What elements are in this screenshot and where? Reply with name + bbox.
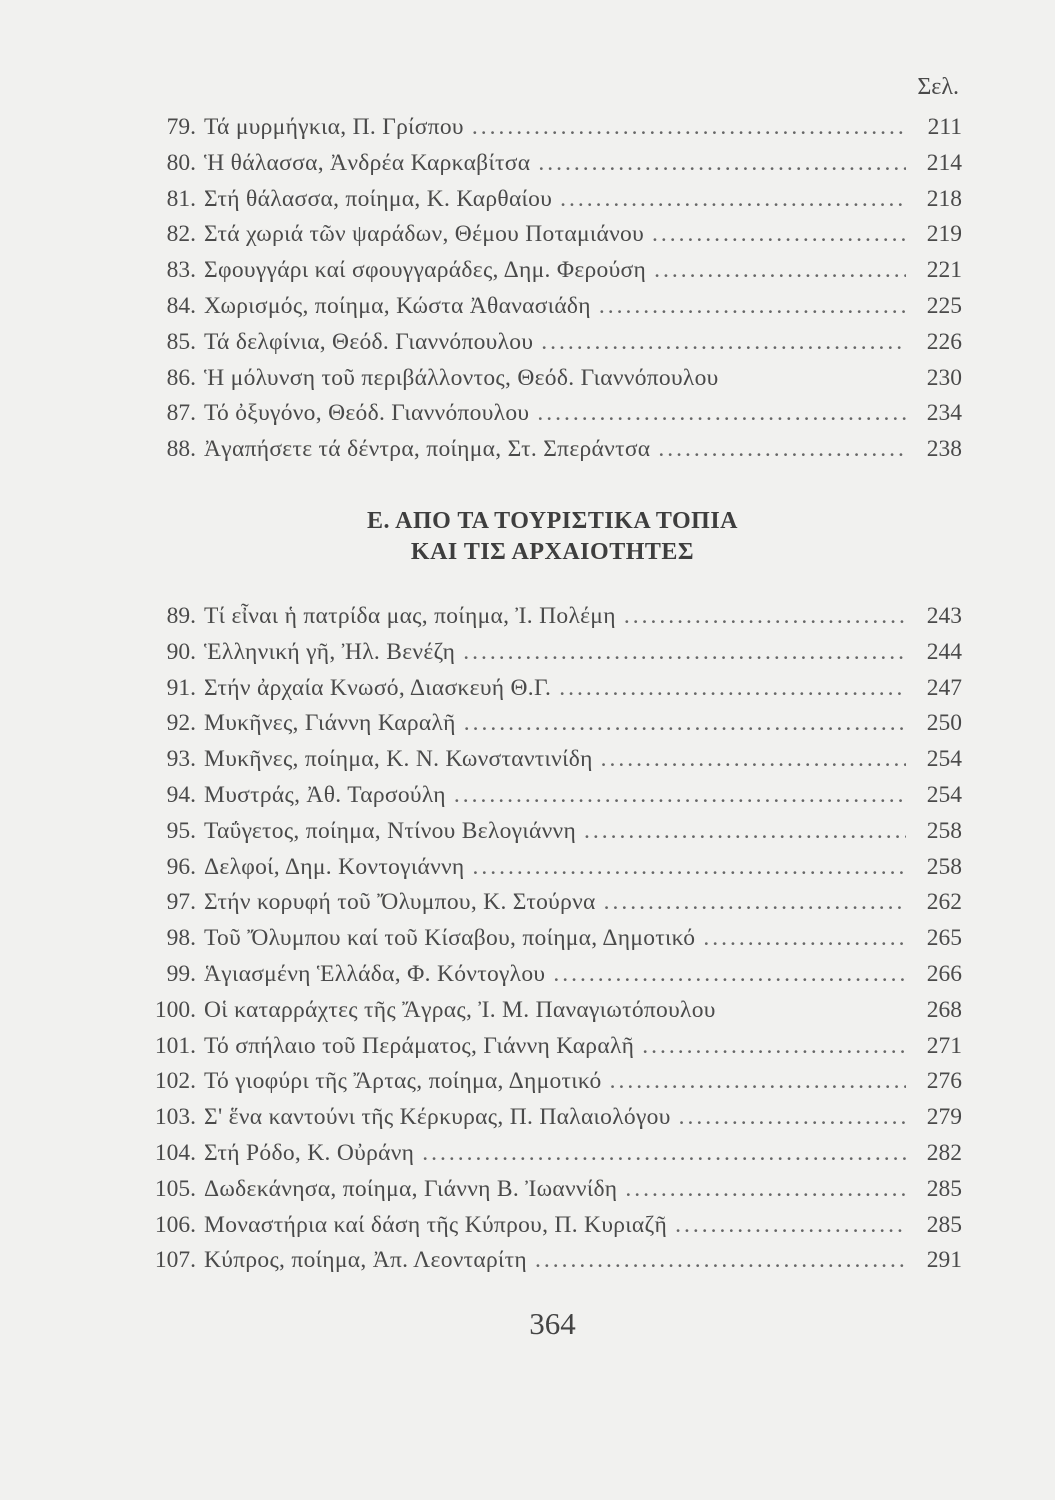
entry-title: Στήν κορυφή τοῦ Ὄλυμπου, Κ. Στούρνα xyxy=(204,889,596,916)
entry-page: 258 xyxy=(926,853,962,880)
dot-leader xyxy=(464,710,906,737)
entry-title: Ἡ θάλασσα, Ἀνδρέα Καρκαβίτσα xyxy=(204,149,531,176)
entry-number: 107. xyxy=(154,1247,196,1274)
entry-title: Τό σπήλαιο τοῦ Περάματος, Γιάννη Καραλῆ xyxy=(204,1032,635,1059)
toc-entry xyxy=(120,1033,962,1069)
entry-number: 96. xyxy=(166,853,196,880)
entry-number: 101. xyxy=(154,1032,196,1059)
entry-number: 93. xyxy=(166,746,196,773)
toc-entry xyxy=(120,854,962,890)
entry-page: 247 xyxy=(926,674,962,701)
dot-leader xyxy=(654,257,906,284)
toc-entry xyxy=(120,1212,962,1248)
entry-number: 88. xyxy=(166,436,196,463)
entry-page: 268 xyxy=(926,996,962,1023)
entry-title: Οἱ καταρράχτες τῆς Ἄγρας, Ἰ. Μ. Παναγιωτόπουλου xyxy=(204,996,716,1023)
entry-number: 98. xyxy=(166,925,196,952)
toc-entry xyxy=(120,818,962,854)
entry-title: Ἀγαπήσετε τά δέντρα, ποίημα, Στ. Σπεράντσα xyxy=(204,436,651,463)
entry-page: 262 xyxy=(926,889,962,916)
dot-leader xyxy=(463,639,906,666)
page-column-label: Σελ. xyxy=(917,74,959,100)
entry-title: Σ' ἕνα καντούνι τῆς Κέρκυρας, Π. Παλαιολόγου xyxy=(204,1104,671,1131)
entry-number: 100. xyxy=(154,996,196,1023)
entry-page: 271 xyxy=(926,1032,962,1059)
dot-leader xyxy=(599,293,906,320)
toc-entry xyxy=(120,639,962,675)
toc-entry xyxy=(120,114,962,150)
entry-title: Μυκῆνες, Γιάννη Καραλῆ xyxy=(204,710,456,737)
entry-number: 95. xyxy=(166,817,196,844)
entry-number: 92. xyxy=(166,710,196,737)
entry-page: 218 xyxy=(926,185,962,212)
toc-entry xyxy=(120,365,962,401)
toc-entry xyxy=(120,889,962,925)
entry-title: Κύπρος, ποίημα, Ἀπ. Λεονταρίτη xyxy=(204,1247,528,1274)
entry-title: Τά μυρμήγκια, Π. Γρίσπου xyxy=(204,114,464,140)
entry-title: Στά χωριά τῶν ψαράδων, Θέμου Ποταμιάνου xyxy=(204,221,645,248)
toc-entry xyxy=(120,746,962,782)
entry-title: Χωρισμός, ποίημα, Κώστα Ἀθανασιάδη xyxy=(204,292,591,319)
entry-number: 84. xyxy=(166,292,196,319)
entry-page: 244 xyxy=(926,638,962,665)
entry-number: 91. xyxy=(166,674,196,701)
entry-title: Δωδεκάνησα, ποίημα, Γιάννη Β. Ἰωαννίδη xyxy=(204,1175,618,1202)
entry-number: 87. xyxy=(166,400,196,427)
entry-title: Τά δελφίνια, Θεόδ. Γιαννόπουλου xyxy=(204,328,534,355)
dot-leader xyxy=(472,114,906,141)
entry-number: 94. xyxy=(166,781,196,808)
toc-entry xyxy=(120,436,962,472)
entry-page: 219 xyxy=(926,221,962,248)
entry-title: Τό ὀξυγόνο, Θεόδ. Γιαννόπουλου xyxy=(204,400,530,427)
toc-entry xyxy=(120,782,962,818)
dot-leader xyxy=(610,1068,906,1095)
entry-page: 243 xyxy=(926,603,962,629)
entry-page: 211 xyxy=(927,114,962,140)
section-heading-line1: Ε. ΑΠΟ ΤΑ ΤΟΥΡΙΣΤΙΚΑ ΤΟΠΙΑ xyxy=(367,508,738,534)
toc-entry xyxy=(120,997,962,1033)
toc-list-section-e xyxy=(120,603,962,1283)
entry-title: Δελφοί, Δημ. Κοντογιάννη xyxy=(204,853,465,880)
entry-page: 214 xyxy=(926,149,962,176)
toc-entry xyxy=(120,293,962,329)
entry-number: 97. xyxy=(166,889,196,916)
entry-number: 80. xyxy=(166,149,196,176)
entry-title: Στή Ρόδο, Κ. Οὐράνη xyxy=(204,1139,415,1166)
toc-entry xyxy=(120,675,962,711)
dot-leader xyxy=(658,436,906,463)
entry-page: 258 xyxy=(926,817,962,844)
toc-entry xyxy=(120,400,962,436)
toc-entry xyxy=(120,925,962,961)
entry-number: 81. xyxy=(166,185,196,212)
dot-leader xyxy=(604,889,906,916)
entry-number: 102. xyxy=(154,1068,196,1095)
entry-title: Τί εἶναι ἡ πατρίδα μας, ποίημα, Ἰ. Πολέμη xyxy=(204,603,616,629)
entry-page: 265 xyxy=(926,925,962,952)
toc-entry xyxy=(120,1176,962,1212)
entry-number: 103. xyxy=(154,1104,196,1131)
dot-leader xyxy=(454,782,906,809)
toc-entry xyxy=(120,221,962,257)
entry-number: 85. xyxy=(166,328,196,355)
page-number: 364 xyxy=(529,1306,576,1341)
toc-entry xyxy=(120,150,962,186)
dot-leader xyxy=(473,854,906,881)
entry-page: 238 xyxy=(926,436,962,463)
entry-title: Στήν ἀρχαία Κνωσό, Διασκευή Θ.Γ. xyxy=(204,674,552,701)
entry-page: 225 xyxy=(926,292,962,319)
entry-number: 104. xyxy=(154,1139,196,1166)
toc-entry xyxy=(120,1104,962,1140)
dot-leader xyxy=(559,675,906,702)
entry-title: Ἡ μόλυνση τοῦ περιβάλλοντος, Θεόδ. Γιαννόπουλου xyxy=(204,364,719,391)
entry-number: 79. xyxy=(166,114,196,140)
entry-title: Τοῦ Ὄλυμπου καί τοῦ Κίσαβου, ποίημα, Δημοτικό xyxy=(204,925,696,952)
dot-leader xyxy=(535,1247,906,1274)
entry-title: Ἑλληνική γῆ, Ἠλ. Βενέζη xyxy=(204,638,456,665)
toc-list-section-a xyxy=(120,114,962,472)
toc-entry xyxy=(120,603,962,639)
dot-leader xyxy=(652,221,906,248)
entry-page: 234 xyxy=(926,400,962,427)
entry-page: 254 xyxy=(926,746,962,773)
dot-leader xyxy=(538,150,906,177)
toc-entry xyxy=(120,710,962,746)
dot-leader xyxy=(675,1212,906,1239)
entry-page: 226 xyxy=(926,328,962,355)
dot-leader xyxy=(422,1140,906,1167)
entry-title: Μοναστήρια καί δάση τῆς Κύπρου, Π. Κυριαζῆ xyxy=(204,1211,668,1238)
dot-leader xyxy=(537,400,906,427)
entry-number: 83. xyxy=(166,257,196,284)
entry-title: Ἁγιασμένη Ἑλλάδα, Φ. Κόντογλου xyxy=(204,960,546,987)
dot-leader xyxy=(624,603,906,630)
entry-title: Μυκῆνες, ποίημα, Κ. Ν. Κωνσταντινίδη xyxy=(204,746,593,773)
dot-leader xyxy=(625,1176,906,1203)
entry-page: 276 xyxy=(926,1068,962,1095)
entry-page: 285 xyxy=(926,1175,962,1202)
toc-entry xyxy=(120,1140,962,1176)
entry-page: 279 xyxy=(926,1104,962,1131)
entry-number: 99. xyxy=(166,960,196,987)
entry-page: 221 xyxy=(926,257,962,284)
dot-leader xyxy=(553,961,906,988)
entry-number: 106. xyxy=(154,1211,196,1238)
entry-page: 291 xyxy=(926,1247,962,1274)
entry-page: 254 xyxy=(926,781,962,808)
entry-title: Σφουγγάρι καί σφουγγαράδες, Δημ. Φερούση xyxy=(204,257,647,284)
entry-title: Μυστράς, Ἀθ. Ταρσούλη xyxy=(204,781,446,808)
entry-number: 89. xyxy=(166,603,196,629)
toc-entry xyxy=(120,329,962,365)
entry-number: 82. xyxy=(166,221,196,248)
section-heading-line2: ΚΑΙ ΤΙΣ ΑΡΧΑΙΟΤΗΤΕΣ xyxy=(410,539,695,565)
dot-leader xyxy=(703,925,906,952)
toc-entry xyxy=(120,186,962,222)
section-heading xyxy=(0,506,1055,568)
dot-leader xyxy=(541,329,906,356)
toc-entry xyxy=(120,1247,962,1283)
dot-leader xyxy=(601,746,906,773)
dot-leader xyxy=(584,818,906,845)
entry-page: 285 xyxy=(926,1211,962,1238)
entry-page: 282 xyxy=(926,1139,962,1166)
toc-entry xyxy=(120,257,962,293)
dot-leader xyxy=(642,1033,906,1060)
dot-leader xyxy=(679,1104,906,1131)
entry-title: Ταΰγετος, ποίημα, Ντίνου Βελογιάννη xyxy=(204,817,577,844)
toc-entry xyxy=(120,1068,962,1104)
dot-leader xyxy=(560,186,906,213)
entry-number: 105. xyxy=(154,1175,196,1202)
entry-page: 266 xyxy=(926,960,962,987)
toc-entry xyxy=(120,961,962,997)
entry-number: 90. xyxy=(166,638,196,665)
entry-title: Στή θάλασσα, ποίημα, Κ. Καρθαίου xyxy=(204,185,553,212)
entry-page: 230 xyxy=(926,364,962,391)
entry-title: Τό γιοφύρι τῆς Ἄρτας, ποίημα, Δημοτικό xyxy=(204,1068,602,1095)
entry-number: 86. xyxy=(166,364,196,391)
entry-page: 250 xyxy=(926,710,962,737)
